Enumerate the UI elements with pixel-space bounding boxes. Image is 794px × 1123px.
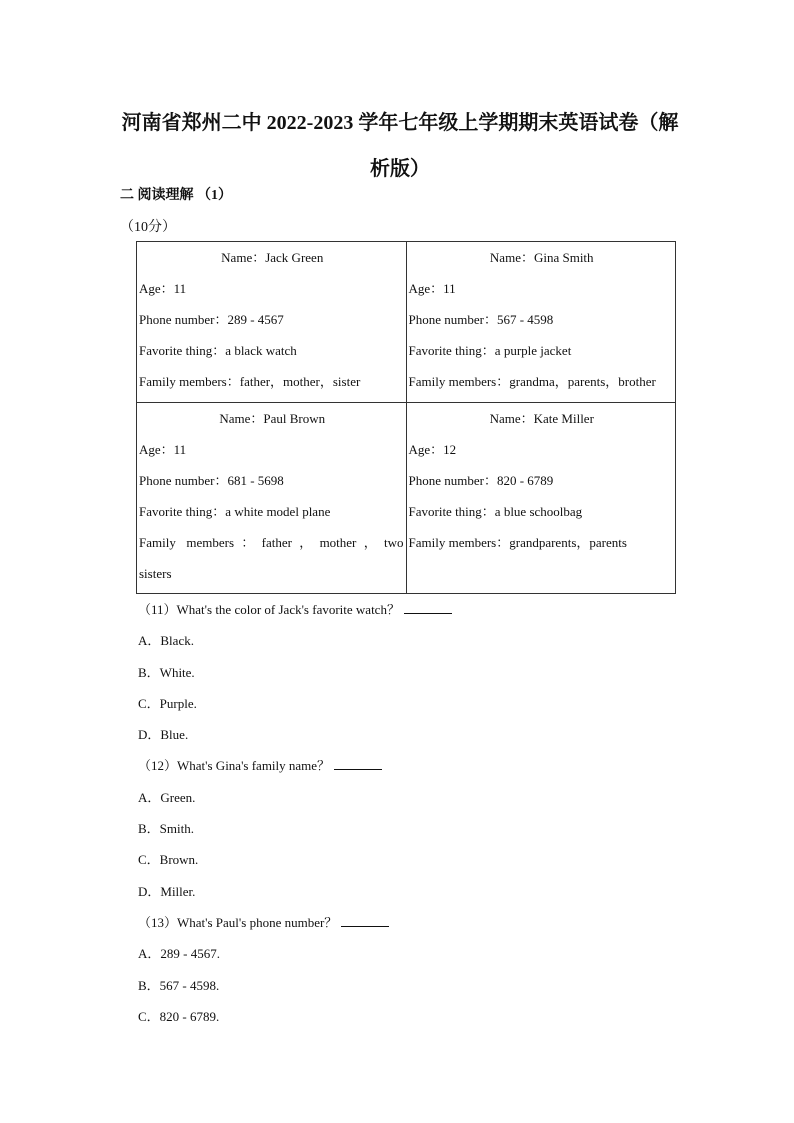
card-phone: Phone number：820 - 6789 [408, 473, 554, 488]
table-row [137, 403, 676, 594]
option-a[interactable]: A．Green. [138, 789, 196, 805]
option-a[interactable]: A．Black. [138, 633, 194, 649]
card-kate-miller [406, 403, 676, 594]
option-c[interactable]: C．Brown. [138, 852, 199, 868]
card-gina-smith [406, 242, 676, 403]
card-jack-green [137, 242, 407, 403]
question-12 [136, 750, 696, 906]
question-11 [136, 594, 696, 750]
card-age: Age：12 [408, 442, 457, 457]
card-age: Age：11 [139, 442, 187, 457]
card-family: Family members：grandparents，parents [408, 535, 627, 550]
question-text: （13）What's Paul's phone number？ [138, 914, 338, 930]
document-title [100, 100, 700, 192]
title-line-2: 析版） [370, 158, 430, 180]
option-b[interactable]: B．567 - 4598. [138, 977, 220, 993]
card-phone: Phone number：681 - 5698 [139, 473, 284, 488]
answer-blank[interactable] [341, 914, 389, 927]
card-favorite: Favorite thing：a white model plane [139, 504, 331, 519]
card-phone: Phone number：567 - 4598 [408, 312, 554, 327]
card-paul-brown [137, 403, 407, 594]
answer-blank[interactable] [404, 601, 452, 614]
card-family-continued: sisters [139, 566, 172, 581]
card-name: Name：Jack Green [221, 250, 324, 265]
score-label: （10分） [120, 220, 176, 235]
question-text: （11）What's the color of Jack's favorite watch？ [138, 602, 400, 617]
option-d[interactable]: D．Miller. [138, 883, 196, 899]
student-info-table [136, 241, 676, 594]
question-stem [136, 750, 696, 781]
answer-blank[interactable] [334, 757, 382, 770]
option-c[interactable]: C．820 - 6789. [138, 1008, 220, 1024]
question-stem [136, 594, 696, 625]
question-list [136, 594, 696, 1032]
card-age: Age：11 [408, 281, 456, 296]
option-b[interactable]: B．Smith. [138, 821, 194, 837]
question-text: （12）What's Gina's family name？ [138, 758, 331, 774]
option-b[interactable]: B．White. [138, 664, 195, 680]
table-row [137, 242, 676, 403]
option-c[interactable]: C．Purple. [138, 695, 197, 711]
card-age: Age：11 [139, 281, 187, 296]
card-favorite: Favorite thing：a purple jacket [408, 343, 572, 358]
card-phone: Phone number：289 - 4567 [139, 312, 284, 327]
card-name: Name：Gina Smith [489, 250, 594, 265]
card-family: Family members：grandma，parents，brother [408, 374, 656, 389]
section-heading: 二 阅读理解 （1） [120, 188, 232, 203]
question-13 [136, 907, 696, 1032]
card-family: Family members：father，mother，two [139, 535, 404, 550]
card-favorite: Favorite thing：a blue schoolbag [408, 504, 583, 519]
question-stem [136, 907, 696, 938]
title-line-1: 河南省郑州二中 2022-2023 学年七年级上学期期末英语试卷（解 [121, 112, 679, 134]
option-a[interactable]: A．289 - 4567. [138, 946, 220, 962]
card-name: Name：Paul Brown [219, 411, 326, 426]
card-favorite: Favorite thing：a black watch [139, 343, 297, 358]
option-d[interactable]: D．Blue. [138, 727, 189, 743]
card-name: Name：Kate Miller [489, 411, 594, 426]
card-family: Family members：father，mother，sister [139, 374, 361, 389]
